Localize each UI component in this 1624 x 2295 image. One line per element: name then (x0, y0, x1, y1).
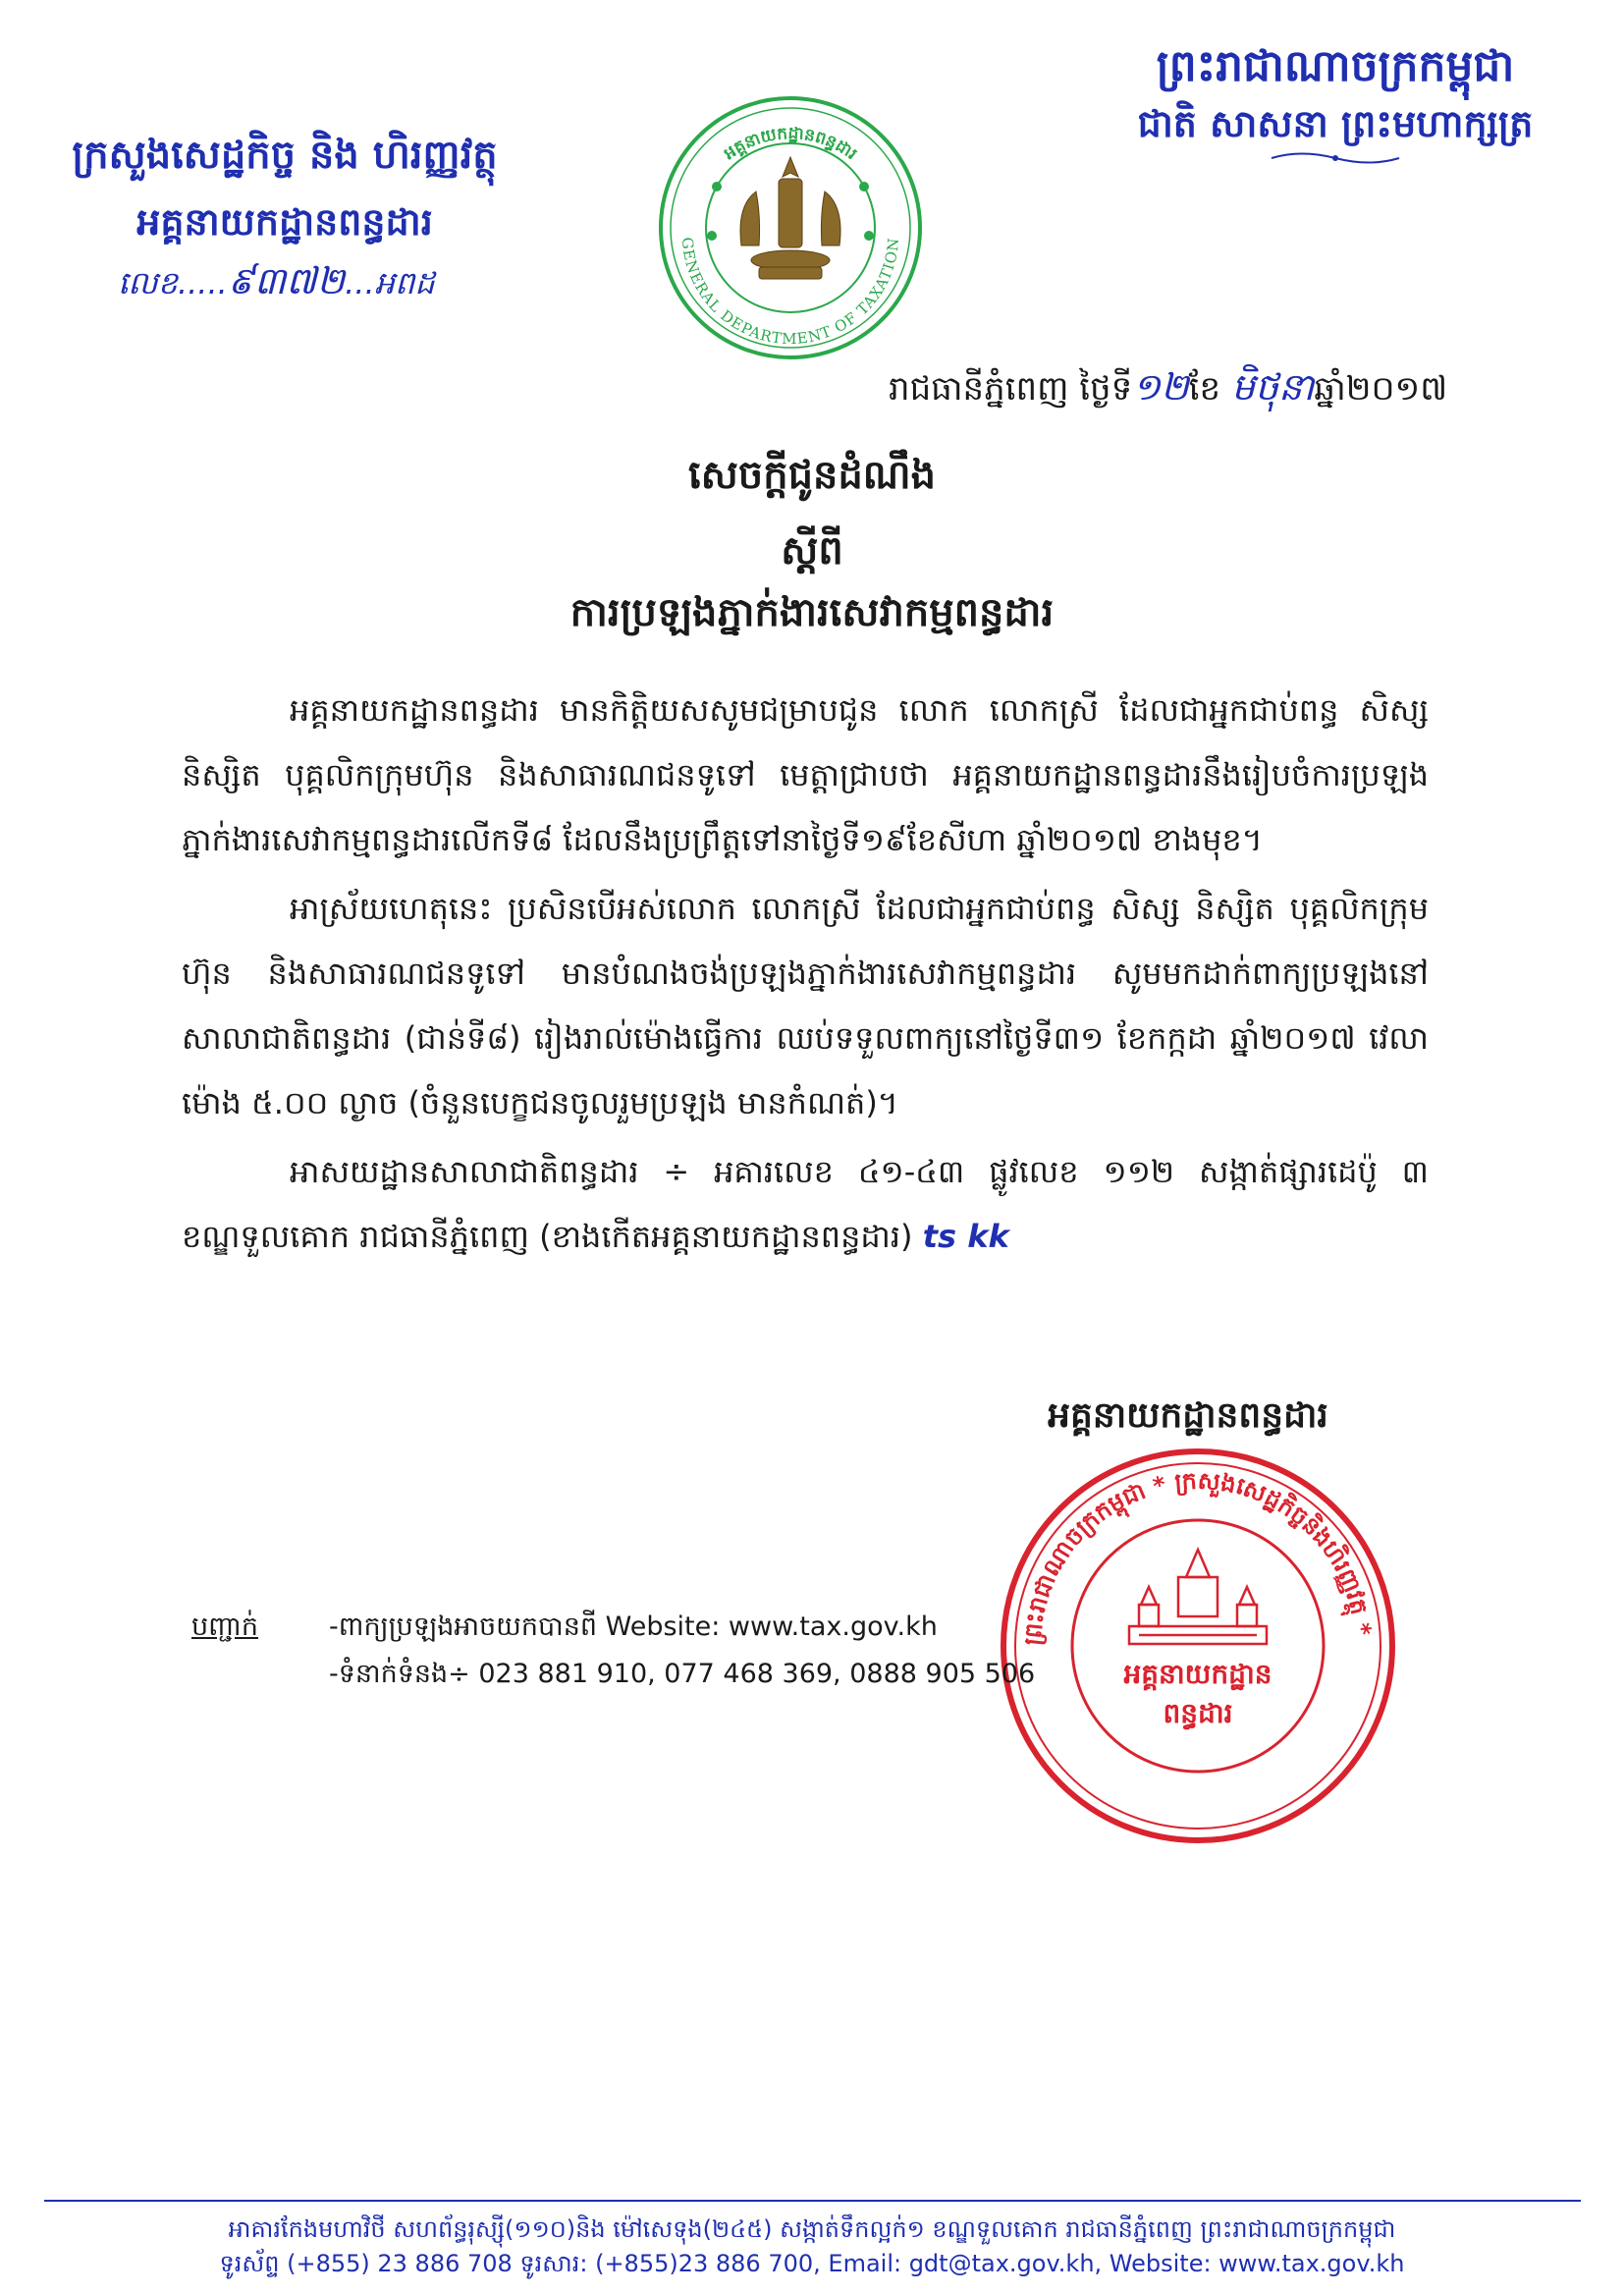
date-month: មិថុនា (1230, 365, 1315, 409)
seal-text: GENERAL DEPARTMENT OF TAXATION (677, 236, 903, 349)
ref-prefix: លេខ..... (118, 264, 228, 301)
kingdom-title: ព្រះរាជាណាចក្រកម្ពុជា (1156, 41, 1515, 91)
ref-handwritten-number: ៩៣៧២ (227, 259, 346, 302)
stamp-inner-line-2: ពន្ធដារ (1163, 1697, 1233, 1729)
date-line (889, 363, 1448, 418)
footer-divider (44, 2200, 1581, 2202)
department-emblem-icon (643, 88, 938, 368)
ministry-name: ក្រសួងសេដ្ឋកិច្ច និង ហិរញ្ញវត្ថុ (72, 133, 498, 178)
note-label: បញ្ជាក់ (191, 1612, 259, 1642)
stamp-inner-line-1: អគ្គនាយកដ្ឋាន (1123, 1658, 1272, 1690)
date-day: ១២ (1132, 365, 1189, 409)
date-prefix: រាជធានីភ្នំពេញ ថ្ងៃទី (889, 369, 1133, 409)
seal-top-text: អគ្គនាយកដ្ឋានពន្ធដារ (720, 123, 861, 165)
date-month-label: ខែ (1188, 369, 1221, 409)
handwritten-initials: ts kk (922, 1218, 1009, 1255)
notice-title: សេចក្តីជូនដំណឹង (688, 453, 936, 498)
footer-contact: ទូរស័ព្ទ (+855) 23 886 708 ទូរសារ: (+855)23 886 700, Email: gdt@tax.gov.kh, Website: www.tax.gov.kh (219, 2250, 1405, 2277)
body-paragraph-2: អាស្រ័យហេតុនេះ ប្រសិនបើអស់លោក លោកស្រី ដែលជាអ្នកជាប់ពន្ធ សិស្ស និស្សិត បុគ្គលិកក្រុមហ៊ុន និងសាធារណជនទូទៅ មានបំណងចង់ប្រឡងភ្នាក់ងារសេវាកម្មពន្ធដារ សូមមកដាក់ពាក្យប្រឡងនៅសាលាជាតិពន្ធដារ (ជាន់ទី៨) រៀងរាល់ម៉ោងធ្វើការ ឈប់ទទួលពាក្យនៅថ្ងៃទី៣១ ខែកក្កដា ឆ្នាំ២០១៧ វេលាម៉ោង ៥.០០ ល្ងាច (ចំនួនបេក្ខជនចូលរួមប្រឡង មានកំណត់)។ (182, 890, 1429, 1121)
body-paragraph-1: អគ្គនាយកដ្ឋានពន្ធដារ មានកិត្តិយសសូមជម្រាបជូន លោក លោកស្រី ដែលជាអ្នកជាប់ពន្ធ សិស្ស និស្សិត បុគ្គលិកក្រុមហ៊ុន និងសាធារណជនទូទៅ មេត្តាជ្រាបថា អគ្គនាយកដ្ឋានពន្ធដារនឹងរៀបចំការប្រឡងភ្នាក់ងារសេវាកម្មពន្ធដារលើកទី៨ ដែលនឹងប្រព្រឹត្តទៅនាថ្ងៃទី១៩ខែសីហា ឆ្នាំ២០១៧ ខាងមុខ។ (182, 691, 1429, 858)
body-paragraph-3 (182, 1139, 1429, 1269)
footer-address: អាគារកែងមហាវិថី សហព័ន្ធរុស្ស៊ី(១១០)និង ម៉ៅសេទុង(២៤៥) សង្កាត់ទឹកល្អក់១ ខណ្ឌទួលគោក រាជធានីភ្នំពេញ ព្រះរាជាណាចក្រកម្ពុជា (228, 2215, 1396, 2243)
ref-suffix: ...អពដ (345, 264, 435, 301)
date-year: ឆ្នាំ២០១៧ (1314, 369, 1448, 409)
reference-number (118, 257, 511, 312)
official-stamp-icon (992, 1440, 1404, 1852)
notice-regarding: ស្តីពី (781, 528, 843, 574)
kingdom-motto: ជាតិ សាសនា ព្រះមហាក្សត្រ (1137, 102, 1534, 145)
note-website: -ពាក្យប្រឡងអាចយកបានពី Website: www.tax.gov.kh (329, 1612, 938, 1642)
department-name: អគ្គនាយកដ្ឋានពន្ធដារ (136, 200, 433, 244)
signatory-title: អគ្គនាយកដ្ឋានពន្ធដារ (1048, 1395, 1328, 1436)
notice-body (182, 678, 1429, 1269)
notice-subject: ការប្រឡងភ្នាក់ងារសេវាកម្មពន្ធដារ (569, 590, 1055, 635)
note-contact: -ទំនាក់ទំនង÷ 023 881 910, 077 468 369, 0888 905 506 (329, 1659, 1036, 1689)
motto-ornament (1267, 149, 1404, 167)
stamp-outer-text: ព្រះរាជាណាចក្រកម្ពុជា * ក្រសួងសេដ្ឋកិច្ចនិងហិរញ្ញវត្ថុ * (1018, 1466, 1377, 1647)
body-paragraph-3-text: អាសយដ្ឋានសាលាជាតិពន្ធដារ ÷ អគារលេខ ៤១-៤៣ ផ្លូវលេខ ១១២ សង្កាត់ផ្សារដេប៉ូ ៣ ខណ្ឌទួលគោក រាជធានីភ្នំពេញ (ខាងកើតអគ្គនាយកដ្ឋានពន្ធដារ) (182, 1153, 1429, 1255)
